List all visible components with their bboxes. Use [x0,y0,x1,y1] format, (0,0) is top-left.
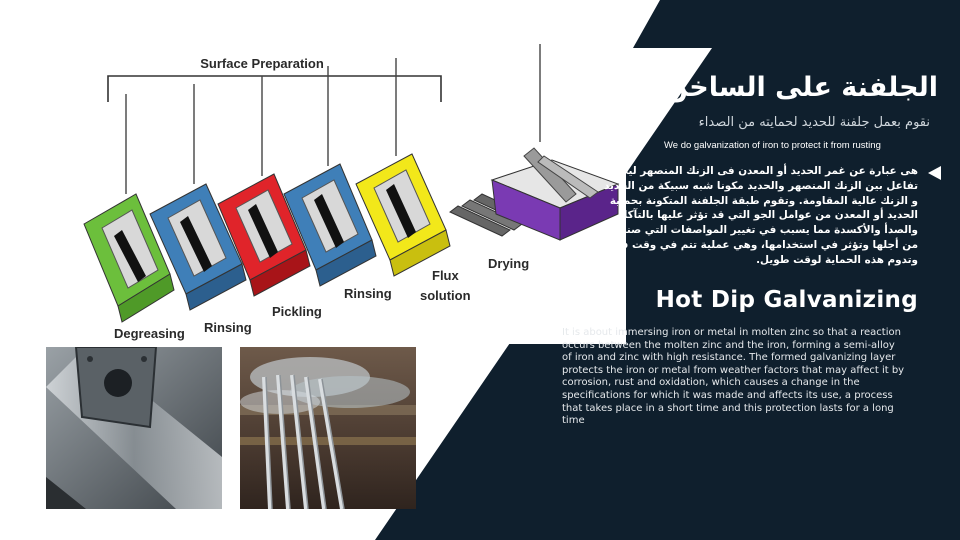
step-label-rinsing-1: Rinsing [204,320,252,335]
subtitle-english: We do galvanization of iron to protect it from rusting [664,140,881,151]
play-left-icon [928,166,941,180]
step-label-rinsing-2: Rinsing [344,286,392,301]
bracket-label: Surface Preparation [200,56,324,71]
step-label-flux: Flux [432,268,459,283]
step-label-degreasing: Degreasing [114,326,185,341]
heading-english: Hot Dip Galvanizing [655,287,918,313]
galvanized-pipe-photo [46,347,222,509]
subtitle-arabic: نقوم بعمل جلفنة للحديد لحمايته من الصداء [698,115,930,130]
step-label-drying: Drying [488,256,530,271]
step-label-flux-solution: solution [420,288,471,303]
description-arabic: هى عبارة عن غمر الحديد أو المعدن فى الزنك المنصهر ليحدث تفاعل بين الزنك المنصهر والحديد مكونا شبه سبيكة من الحديد و الزنك عالية المقاومة. وتقوم طبقة الجلفنة المتكونة بحماية الحديد أو المعدن من عوامل الجو التي قد تؤثر عليها بالتآكل والصدأ والأكسدة مما يسبب في تغيير المواصفات التي صنعت من أجلها وتؤثر في استخدامها، وهي عملية تتم في وقت قصير وتدوم هذه الحماية لوقت طويل. [600,165,918,266]
page-title-arabic: الجلفنة على الساخن [664,72,938,103]
description-english: It is about immersing iron or metal in molten zinc so that a reaction occurs between the molten zinc and the iron, forming a semi-alloy of iron and zinc with high resistance. The formed galvanizing layer protects the iron or metal from weather factors that may affect it by corrosion, rust and oxidation, which causes a change in the specifications for which it was made and affects its use, a process that takes place in a short time and this protection lasts for a long time [562,327,905,427]
play-right-icon [540,328,553,342]
hot-dip-steam-photo [240,347,416,509]
step-label-pickling: Pickling [272,304,322,319]
